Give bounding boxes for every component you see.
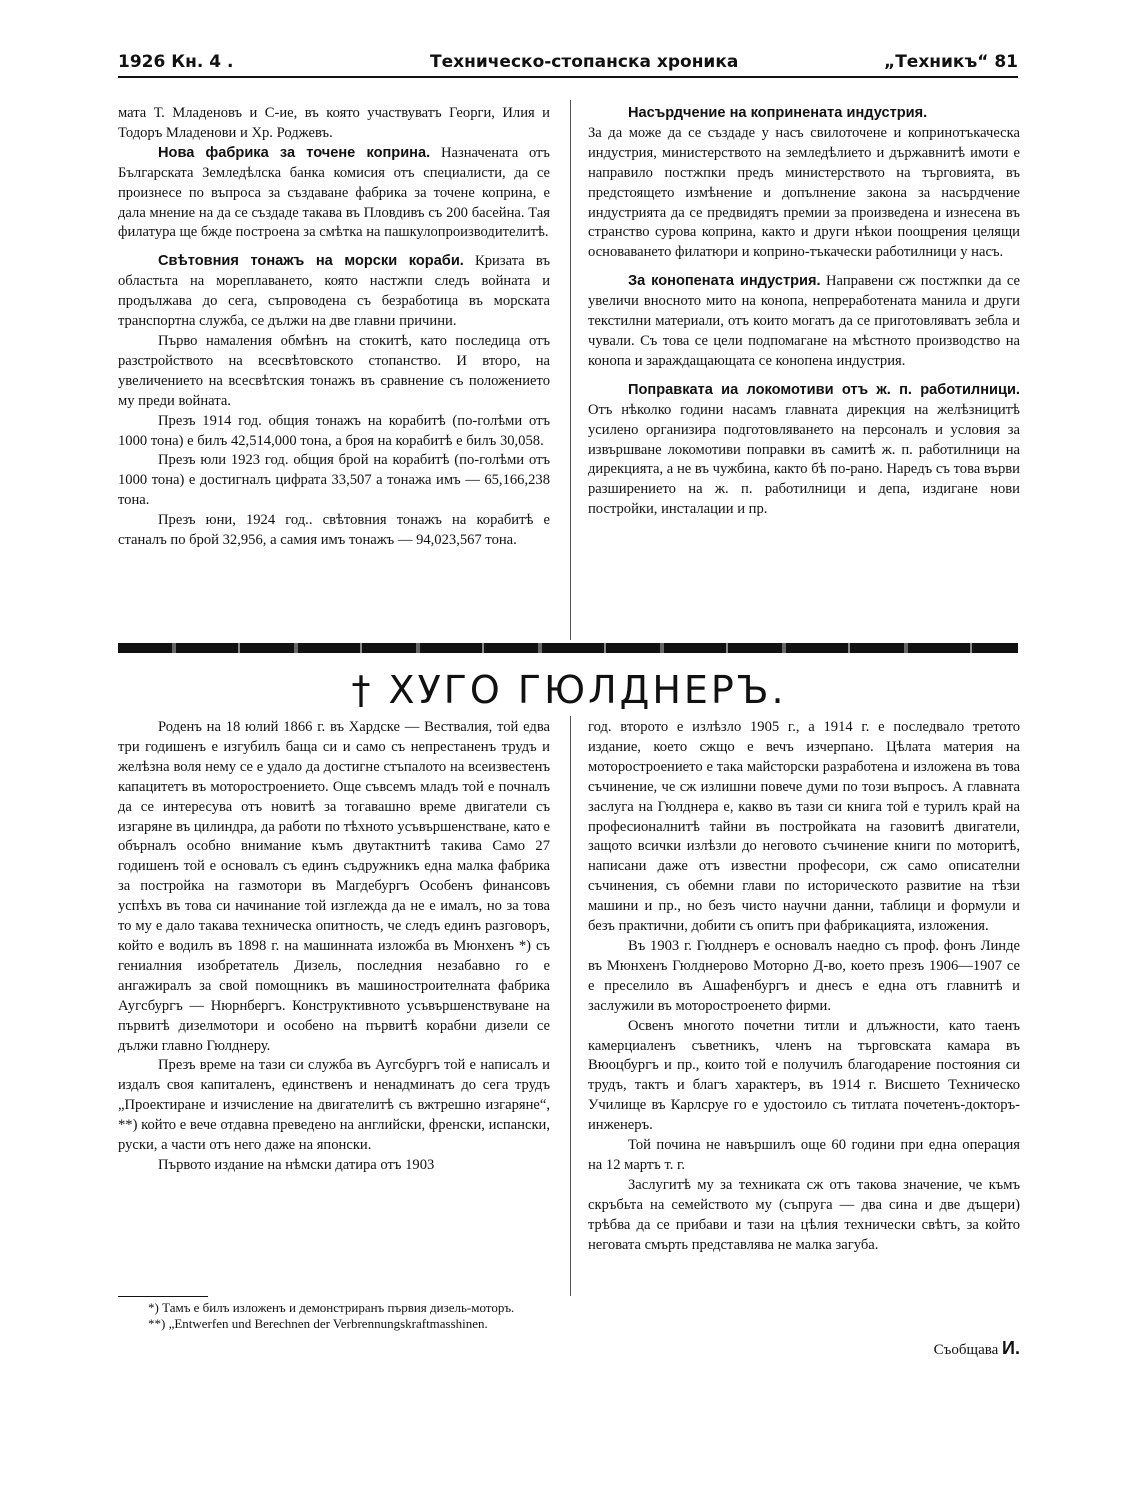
news-heading-silk-industry	[588, 104, 1020, 124]
paragraph: год. второто е излѣзло 1905 г., а 1914 г. е последвало третото издание, което сжщо е вечъ изчерпано. Цѣлата материя на моторостроението е така майсторски разработена и изложена въ това съчинение, че сж излишни повече думи по този въпросъ. А главната заслуга на Гюлднера е, какво въ тази си книга той е турилъ край на професионалнитѣ тайни въ постройката на газовитѣ двигатели, защото всички излѣзли до неговото съчинение книги по моторитѣ, написани даже отъ известни професори, сж само описателни съчинения, съ обемни глави по историческото развитие на тѣзи машини и пр., но безъ чисто научни данни, таблици и формули и безъ практични, добити съ опитъ при фабрикацията, изложения.	[588, 719, 1020, 935]
footnote-rule	[118, 1296, 208, 1297]
news-text: Назначената отъ Българската Земледѣлска банка комисия отъ специалисти, да се произнесе по въпроса за създаване фабрика за точене коприна, е дала мнение на да се създаде такава въ Пловдивъ съ 200 басейна. Тая филатура ще бжде построена за смѣтка на пашкулопроизводителитѣ.	[118, 144, 550, 241]
paragraph: Заслугитѣ му за техниката сж отъ такова значение, че къмъ скръбьта на семейството му (съпруга — два сина и две дъщери) трѣбва да се прибави и тази на цѣлия технически свѣтъ, за който неговата смърть представлява не малка загуба.	[588, 1176, 1020, 1253]
paragraph: Презъ време на тази си служба въ Аугсбургъ той е написалъ и издалъ своя капиталенъ, единственъ и ненадминатъ до сега трудъ „Проектиране и изчисление на двигателитѣ съ вжтрешно изгаряне“, **) който е вече отдавна преведено на английски, френски, испански, руски, а части отъ него даже на японски.	[118, 1057, 550, 1154]
paragraph: Презъ юли 1923 год. общия брой на корабитѣ (по-голѣми отъ 1000 тона) е достигналъ цифрата 33,507 а тонажа имъ — 65,166,238 тона.	[118, 452, 550, 509]
paragraph: Въ 1903 г. Гюлднеръ е основалъ наедно съ проф. фонъ Линде въ Мюнхенъ Гюлднерово Моторно Д-во, което презъ 1906—1907 се е преселило въ Ашафенбургъ и днесъ е една отъ главнитѣ и заслужили въ моторостроенето фирми.	[588, 937, 1020, 1014]
column-divider	[570, 100, 571, 640]
news-heading: Нова фабрика за точене коприна.	[158, 144, 431, 161]
paragraph: Освенъ многото почетни титли и длъжности, като таенъ камерциаленъ съветникъ, членъ на търговската камара въ Вюоцбургъ и пр., които той е получилъ благодарение постояния си трудъ, тактъ и благъ характеръ, въ 1914 г. Висшето Техническо Училище въ Карлсруе го е удостоило съ титлата почетенъ-докторъ-инженеръ.	[588, 1017, 1020, 1134]
journal-name-page-number: „Техникъ“ 81	[884, 52, 1018, 72]
section-title: Техническо-стопанска хроника	[430, 52, 739, 72]
paragraph: Роденъ на 18 юлий 1866 г. въ Хардске — Вествалия, той едва три годишенъ е изгубилъ баща си и само съ непрестаненъ трудъ и желѣзна воля нему се е удало да достигне стъпалото на всеизвестенъ капацитетъ въ моторостроението. Още съвсемъ младъ той е почналъ да се интересува отъ новитѣ за тогавашно време двигатели съ изгаряне въ цилиндра, да работи по тѣхното усъвършенстване, като е обърналъ особно внимание къмъ двутактнитѣ такива Само 27 годишенъ той е основалъ съ единъ съдружникъ една малка фабрика за постройка на газмотори въ Магдебургъ Особенъ финансовъ успѣхъ въ това си начинание той изглежда да не е ималъ, но за това то му е дало такава техническа опитность, че следъ единъ разговоръ, който е водилъ въ 1898 г. на машинната изложба въ Мюнхенъ *) съ гениалния изобретатель Дизель, последния незабавно го е ангажиралъ за свой помощникъ въ машиностроителната фабрика Аугсбургъ — Нюрнбергъ. Конструктивното усъвършенствуване на първитѣ дизелмотори и особено на първитѣ корабни дизели се дължи главно Гюлднеру.	[118, 719, 550, 1054]
running-header	[118, 52, 1018, 78]
paragraph: Първо намаления обмѣнъ на стокитѣ, като последица отъ разстройството на всесвѣтовското стопанство. И второ, на увеличението на всесвѣтския тонажъ въ сравнение съ положението му преди войната.	[118, 332, 550, 409]
header-rule	[118, 76, 1018, 78]
news-heading: Свѣтовния тонажъ на морски кораби.	[158, 253, 464, 270]
news-text: За да може да се създаде у насъ свилоточене и копринотъкаческа индустрия, министерството на земледѣлието и държавнитѣ имоти е направило постжпки предъ министерството на търговията, въ предстоящето измѣнение и допълнение закона за насърдчение индустрията да се предвидятъ премии за произведена и изнесена въ странство сурова коприна, както и други нѣкои поощрения целящи основаването филатюри и коприно-тъкачески работилници у насъ.	[588, 124, 1020, 261]
paragraph: Презъ 1914 год. общия тонажъ на корабитѣ (по-голѣми отъ 1000 тона) е билъ 42,514,000 тона, а броя на корабитѣ е билъ 30,058.	[118, 412, 550, 449]
signature-initial: И.	[1002, 1338, 1020, 1358]
paragraph: Презъ юни, 1924 год.. свѣтовния тонажъ на корабитѣ е станалъ по брой 32,956, а самия имъ тонажъ — 94,023,567 тона.	[118, 512, 550, 549]
news-text: Отъ нѣколко години насамъ главната дирекция на желѣзницитѣ усилено организира подготовляването на персоналъ и условия за извършване локомотиви поправки въ самитѣ ж. п. работилници на дирекцията, а не въ чужбина, както бѣ по-рано. Нарeдъ съ това върви разширението на ж. п. работилници и депа, издигане нови постройки, инсталации и пр.	[588, 401, 1020, 518]
obituary-title	[0, 668, 1138, 712]
issue-label: 1926 Кн. 4 .	[118, 52, 234, 72]
news-heading: За конопената индустрия.	[628, 273, 821, 290]
right-column-top	[588, 104, 1020, 520]
left-column-bottom	[118, 718, 550, 1176]
obituary-name: ХУГО ГЮЛДНЕРЪ.	[388, 668, 787, 712]
news-text: Направени сж постжпки да се увеличи вносното мито на конопа, непреработената манила и други текстилни материали, отъ които могатъ да се приготовляватъ зебла и чували. Съ това се цели подпомагане на мѣстното производство на конопа и зараждащающата се конопена индустрия.	[588, 273, 1021, 369]
news-item-world-tonnage	[118, 252, 550, 332]
news-item-silk-factory	[118, 144, 550, 244]
news-item-locomotive-repair	[588, 381, 1020, 520]
news-text: Кризата въ областьта на мореплаването, която настжпи следъ войната и продължава до сега, съпроводена съ безработица въ морската транспортна служба, се дължи на две главни причини.	[118, 253, 551, 330]
paragraph: Той почина не навършилъ още 60 години при една операция на 12 мартъ т. г.	[588, 1137, 1020, 1173]
continued-paragraph: мата Т. Младеновъ и С-ие, въ която участвуватъ Георги, Илия и Тодоръ Младенови и Хр. Роджевъ.	[118, 105, 550, 141]
signature-text: Съобщава	[933, 1342, 999, 1358]
left-column-top	[118, 104, 550, 551]
author-signature	[934, 1338, 1020, 1359]
news-item-hemp-industry	[588, 272, 1020, 372]
paragraph: Първото издание на нѣмски датира отъ 1903	[158, 1156, 435, 1173]
footnote: *) Тамъ е билъ изложенъ и демонстриранъ първия дизель-моторъ.	[148, 1300, 515, 1315]
footnote: **) „Entwerfen und Berechnen der Verbrennungskraftmasshinen.	[148, 1316, 488, 1331]
right-column-bottom	[588, 718, 1020, 1255]
footnotes	[118, 1300, 550, 1332]
news-heading: Насърдчение на копринената индустрия.	[628, 105, 928, 121]
cross-icon: †	[351, 668, 374, 712]
ornamental-divider	[118, 643, 1018, 653]
news-heading: Поправката иа локомотиви отъ ж. п. работилници.	[628, 381, 1020, 398]
column-divider	[570, 716, 571, 1296]
